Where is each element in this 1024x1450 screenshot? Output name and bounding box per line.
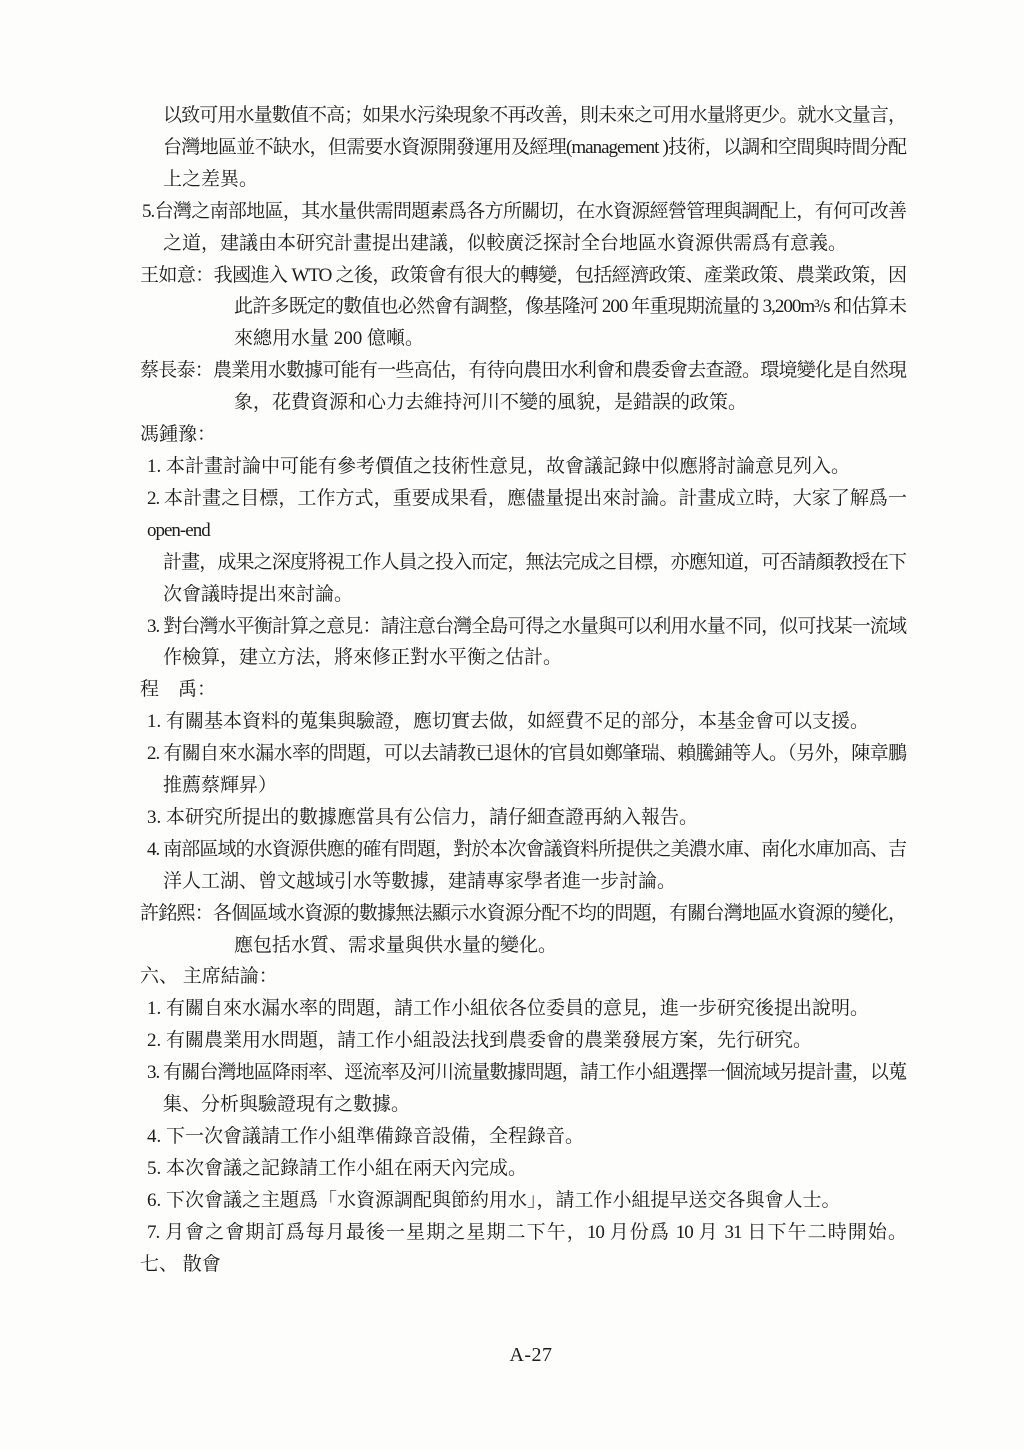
text-line: 3. 有關台灣地區降雨率、逕流率及河川流量數據問題，請工作小組選擇一個流域另提計畫，以蒐 [147, 1062, 906, 1084]
text-line: 程 禹： [140, 679, 217, 701]
text-line: 應包括水質、需求量與供水量的變化。 [234, 934, 558, 956]
text-line: 以致可用水量數值不高；如果水污染現象不再改善，則未來之可用水量將更少。就水文量言， [163, 105, 906, 126]
text-line: 2. 本計畫之目標，工作方式，重要成果看，應儘量提出來討論。計畫成立時，大家了解爲一 open-end [147, 487, 910, 541]
text-line: 上之差異。 [163, 168, 259, 190]
text-line: 六、 主席結論： [140, 966, 278, 988]
text-line: 3. 本研究所提出的數據應當具有公信力，請仔細查證再納入報告。 [147, 806, 699, 828]
text-line: 1. 有關自來水漏水率的問題，請工作小組依各位委員的意見，進一步研究後提出說明。 [147, 998, 870, 1020]
page-number: A-27 [509, 1344, 553, 1366]
text-line: 洋人工湖、曾文越域引水等數據，建請專家學者進一步討論。 [163, 870, 677, 892]
text-line: 次會議時提出來討論。 [163, 583, 354, 605]
text-line: 4. 南部區域的水資源供應的確有問題，對於本次會議資料所提供之美濃水庫、南化水庫加高、吉 [147, 838, 906, 860]
text-line: 1. 本計畫討論中可能有參考價值之技術性意見，故會議記錄中似應將討論意見列入。 [147, 455, 851, 477]
text-line: 2. 有關自來水漏水率的問題，可以去請教已退休的官員如鄭肇瑞、賴騰鋪等人。（另外，陳章鵬 [147, 743, 906, 765]
text-line: 3. 對台灣水平衡計算之意見：請注意台灣全島可得之水量與可以利用水量不同，似可找某一流域 [147, 615, 906, 637]
text-line: 5.台灣之南部地區，其水量供需問題素爲各方所關切，在水資源經營管理與調配上，有何可改善 [142, 200, 906, 222]
text-line: 計畫，成果之深度將視工作人員之投入而定，無法完成之目標，亦應知道，可否請顏教授在下 [163, 551, 906, 573]
text-line: 來總用水量 200 億噸。 [234, 328, 425, 350]
document-body [0, 100, 910, 1281]
text-line: 馮鍾豫： [140, 424, 217, 446]
text-line: 七、 散會 [140, 1253, 221, 1275]
text-line: 蔡長泰：農業用水數據可能有一些高估，有待向農田水利會和農委會去查證。環境變化是自然現 [140, 360, 906, 382]
text-line: 王如意：我國進入 WTO 之後，政策會有很大的轉變，包括經濟政策、產業政策、農業政策，因 [140, 264, 906, 286]
text-line: 7. 月會之會期訂爲每月最後一星期之星期二下午，10 月份爲 10 月 31 日下午二時開始。 [147, 1221, 906, 1243]
text-line: 此許多既定的數值也必然會有調整，像基隆河 200 年重現期流量的 3,200m³/s 和估算未 [234, 296, 906, 318]
text-line: 之道，建議由本研究計畫提出建議，似較廣泛探討全台地區水資源供需爲有意義。 [163, 232, 848, 254]
text-line: 5. 本次會議之記錄請工作小組在兩天內完成。 [147, 1157, 528, 1179]
text-line: 2. 有關農業用水問題，請工作小組設法找到農委會的農業發展方案，先行研究。 [147, 1030, 813, 1052]
text-line: 作檢算，建立方法，將來修正對水平衡之估計。 [163, 647, 563, 669]
text-line: 台灣地區並不缺水，但需要水資源開發運用及經理(management )技術，以調和空間與時間分配 [163, 136, 906, 158]
text-line: 許銘熙：各個區域水資源的數據無法顯示水資源分配不均的問題，有關台灣地區水資源的變化， [140, 902, 906, 924]
text-line: 1. 有關基本資料的蒐集與驗證，應切實去做，如經費不足的部分，本基金會可以支援。 [147, 711, 870, 733]
text-line: 4. 下一次會議請工作小組準備錄音設備，全程錄音。 [147, 1126, 585, 1147]
text-line: 集、分析與驗證現有之數據。 [163, 1094, 411, 1116]
text-line: 象，花費資源和心力去維持河川不變的風貌，是錯誤的政策。 [234, 392, 748, 414]
text-line: 6. 下次會議之主題爲「水資源調配與節約用水」，請工作小組提早送交各與會人士。 [147, 1189, 841, 1211]
text-line: 推薦蔡輝昇） [163, 775, 278, 797]
